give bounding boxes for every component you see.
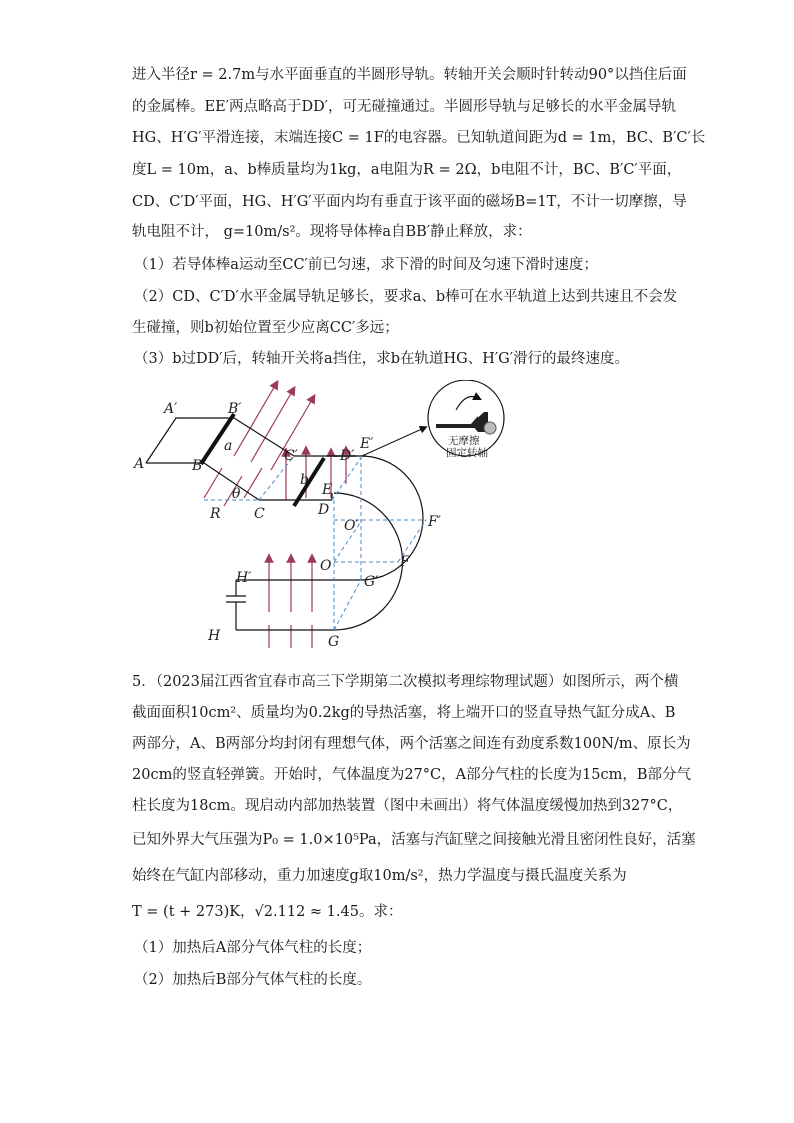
p4-line-4: 度L = 10m，a、b棒质量均为1kg，a电阻为R = 2Ω，b电阻不计，BC、B′C′平面， <box>132 162 682 178</box>
inset-note-fixed-axis: 固定转轴 <box>446 447 488 459</box>
label-C-prime: C′ <box>284 448 298 464</box>
label-O: O <box>320 558 332 574</box>
label-bar-b: b <box>300 472 309 488</box>
label-E-prime: E′ <box>360 436 374 452</box>
label-bar-a: a <box>224 438 233 454</box>
label-A: A <box>134 456 145 472</box>
label-A-prime: A′ <box>164 401 178 417</box>
inset-note-frictionless: 无摩擦 <box>448 435 480 447</box>
label-B-prime: B′ <box>228 401 242 417</box>
inclined-field-arrows <box>204 384 313 506</box>
p5-question-1: （1）加热后A部分气体气柱的长度； <box>134 940 372 956</box>
p5-line-1: 5．（2023届江西省宜春市高三下学期第二次模拟考理综物理试题）如图所示，两个横 <box>132 674 679 690</box>
bar-b <box>294 458 324 506</box>
lower-field-arrows <box>269 558 312 648</box>
physics-figure <box>126 380 526 650</box>
label-F-prime: F′ <box>428 514 441 530</box>
label-O-prime: O′ <box>344 518 359 534</box>
p4-line-1: 进入半径r = 2.7m与水平面垂直的半圆形导轨。转轴开关会顺时针转动90°以挡住后面 <box>132 67 687 83</box>
pivot-switch-inset <box>428 380 504 459</box>
p5-line-5: 柱长度为18cm。现启动内部加热装置（图中未画出）将气体温度缓慢加热到327°C， <box>132 798 683 814</box>
dashed-guides <box>204 456 426 630</box>
label-D-prime: D′ <box>340 448 355 464</box>
p4-question-2a: （2）CD、C′D′水平金属导轨足够长，要求a、b棒可在水平轨道上达到共速且不会发 <box>134 289 678 305</box>
p5-line-3: 两部分，A、B两部分均封闭有理想气体，两个活塞之间连有劲度系数100N/m、原长为 <box>132 736 691 752</box>
label-G: G <box>328 634 340 650</box>
p5-line-6: 已知外界大气压强为P₀ = 1.0×10⁵Pa，活塞与汽缸壁之间接触光滑且密闭性良好，活塞 <box>132 832 696 848</box>
p4-line-3: HG、H′G′平滑连接，末端连接C = 1F的电容器。已知轨道间距为d = 1m，BC、B′C′长 <box>132 130 706 146</box>
p4-line-6: 轨电阻不计， g=10m/s²。现将导体棒a自BB′静止释放，求： <box>132 224 532 240</box>
p4-line-5: CD、C′D′平面，HG、H′G′平面内均有垂直于该平面的磁场B=1T，不计一切摩擦，导 <box>132 194 687 210</box>
p5-line-4: 20cm的竖直轻弹簧。开始时，气体温度为27°C，A部分气柱的长度为15cm，B部分气 <box>132 767 692 783</box>
label-G-prime: G′ <box>364 574 379 590</box>
p5-line-2: 截面面积10cm²、质量均为0.2kg的导热活塞，将上端开口的竖直导热气缸分成A、B <box>132 705 676 721</box>
p4-question-3: （3）b过DD′后，转轴开关将a挡住，求b在轨道HG、H′G′滑行的最终速度。 <box>134 351 630 367</box>
label-H: H <box>208 628 221 644</box>
p4-line-2: 的金属棒。EE′两点略高于DD′，可无碰撞通过。半圆形导轨与足够长的水平金属导轨 <box>132 99 677 115</box>
p5-question-2: （2）加热后B部分气体气柱的长度。 <box>134 972 372 988</box>
label-C: C <box>254 506 265 522</box>
label-H-prime: H′ <box>236 570 252 586</box>
label-F: F <box>400 554 410 570</box>
label-B: B <box>192 458 203 474</box>
p5-line-8: T = (t + 273)K，√2.112 ≈ 1.45。求： <box>132 904 403 920</box>
p4-question-1: （1）若导体棒a运动至CC′前已匀速，求下滑的时间及匀速下滑时速度； <box>134 257 598 273</box>
p4-question-2b: 生碰撞，则b初始位置至少应离CC′多远； <box>132 320 399 336</box>
label-theta: θ <box>232 486 241 502</box>
p5-line-7: 始终在气缸内部移动，重力加速度g取10m/s²，热力学温度与摄氏温度关系为 <box>132 868 627 884</box>
label-D: D <box>318 502 330 518</box>
label-R: R <box>210 506 221 522</box>
label-E: E <box>322 482 333 498</box>
